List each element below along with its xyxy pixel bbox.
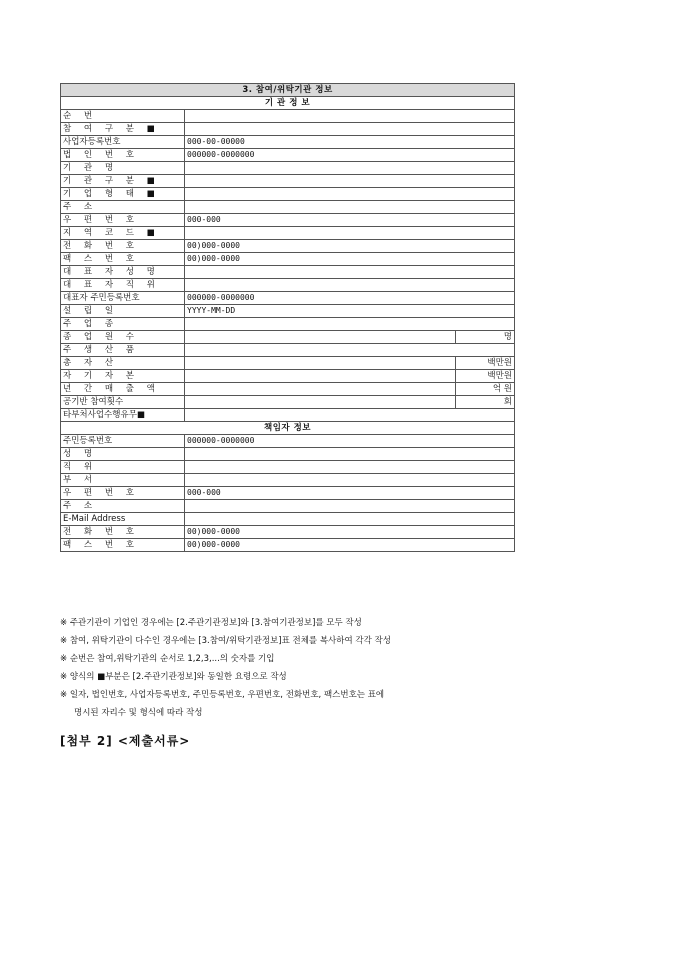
field-label: 부 서: [61, 474, 185, 487]
field-value[interactable]: [185, 188, 515, 201]
field-label: 사업자등록번호: [61, 136, 185, 149]
field-value[interactable]: [185, 266, 515, 279]
table-row: [61, 357, 515, 370]
table-row: [61, 344, 515, 357]
table-row: [61, 370, 515, 383]
field-value[interactable]: [185, 227, 515, 240]
field-value[interactable]: [185, 396, 456, 409]
field-label: 주 소: [61, 500, 185, 513]
field-value[interactable]: [185, 383, 456, 396]
field-label: 공기반 참여횟수: [61, 396, 185, 409]
table-row: [61, 201, 515, 214]
field-label: 팩 스 번 호: [61, 539, 185, 552]
field-label: 순 번: [61, 110, 185, 123]
field-value[interactable]: [185, 344, 515, 357]
field-value[interactable]: [185, 513, 515, 526]
field-label: 기 관 명: [61, 162, 185, 175]
table-row: [61, 409, 515, 422]
field-value[interactable]: 00)000-0000: [185, 253, 515, 266]
table-row: [61, 474, 515, 487]
field-unit: 회: [456, 396, 515, 409]
field-value[interactable]: 00)000-0000: [185, 539, 515, 552]
field-value[interactable]: [185, 318, 515, 331]
field-value[interactable]: YYYY-MM-DD: [185, 305, 515, 318]
table-row: [61, 279, 515, 292]
field-label: 법 인 번 호: [61, 149, 185, 162]
field-label: 지 역 코 드 ■: [61, 227, 185, 240]
table-row: [61, 214, 515, 227]
note-item: ※ 순번은 참여,위탁기관의 순서로 1,2,3,...의 숫자를 기입: [60, 654, 275, 664]
attachment-heading: [첨부 2] <제출서류>: [60, 734, 191, 748]
field-label: 주민등록번호: [61, 435, 185, 448]
note-item: ※ 참여, 위탁기관이 다수인 경우에는 [3.참여/위탁기관정보]표 전체를 복사하여 각각 작성: [60, 636, 391, 646]
field-label: 종 업 원 수: [61, 331, 185, 344]
field-value[interactable]: 000000-0000000: [185, 435, 515, 448]
field-unit: 백만원: [456, 370, 515, 383]
section-header-row: [61, 97, 515, 110]
field-value[interactable]: [185, 175, 515, 188]
field-value[interactable]: [185, 123, 515, 136]
field-label: 우 편 번 호: [61, 214, 185, 227]
table-row: [61, 461, 515, 474]
table-row: [61, 162, 515, 175]
table-row: [61, 149, 515, 162]
field-label: 직 위: [61, 461, 185, 474]
table-row: [61, 526, 515, 539]
table-row: [61, 513, 515, 526]
field-value[interactable]: [185, 409, 515, 422]
field-unit: 명: [456, 331, 515, 344]
field-value[interactable]: 000-00-00000: [185, 136, 515, 149]
table-row: [61, 305, 515, 318]
field-label: 기 관 구 분 ■: [61, 175, 185, 188]
table-title-row: [61, 84, 515, 97]
notes-section: [60, 614, 620, 722]
field-label: 타부처사업수행유무■: [61, 409, 185, 422]
field-label: 성 명: [61, 448, 185, 461]
field-label: 전 화 번 호: [61, 240, 185, 253]
table-row: [61, 175, 515, 188]
field-label: 주 생 산 품: [61, 344, 185, 357]
field-value[interactable]: [185, 448, 515, 461]
table-row: [61, 136, 515, 149]
field-value[interactable]: [185, 500, 515, 513]
table-row: [61, 331, 515, 344]
field-label: 자 기 자 본: [61, 370, 185, 383]
note-item: ※ 일자, 법인번호, 사업자등록번호, 주민등록번호, 우편번호, 전화번호, 팩스번호는 표에: [60, 690, 385, 700]
table-row: [61, 266, 515, 279]
field-label: E-Mail Address: [61, 513, 185, 526]
section-title-institution: 기 관 정 보: [61, 97, 515, 110]
section-header-row: [61, 422, 515, 435]
field-value[interactable]: [185, 110, 515, 123]
field-unit: 억 원: [456, 383, 515, 396]
field-label: 총 자 산: [61, 357, 185, 370]
table-row: [61, 435, 515, 448]
table-row: [61, 448, 515, 461]
field-label: 대표자 주민등록번호: [61, 292, 185, 305]
table-row: [61, 292, 515, 305]
field-value[interactable]: [185, 162, 515, 175]
institution-info-table: [60, 83, 515, 552]
field-value[interactable]: 000-000: [185, 214, 515, 227]
field-unit: 백만원: [456, 357, 515, 370]
field-value[interactable]: [185, 357, 456, 370]
field-value[interactable]: 000000-0000000: [185, 292, 515, 305]
field-value[interactable]: 00)000-0000: [185, 526, 515, 539]
field-value[interactable]: 00)000-0000: [185, 240, 515, 253]
field-value[interactable]: 000000-0000000: [185, 149, 515, 162]
field-label: 전 화 번 호: [61, 526, 185, 539]
table-row: [61, 487, 515, 500]
field-label: 기 업 형 태 ■: [61, 188, 185, 201]
table-row: [61, 253, 515, 266]
field-label: 대 표 자 성 명: [61, 266, 185, 279]
field-value[interactable]: [185, 474, 515, 487]
field-label: 대 표 자 직 위: [61, 279, 185, 292]
field-value[interactable]: [185, 331, 456, 344]
table-row: [61, 318, 515, 331]
field-value[interactable]: [185, 279, 515, 292]
field-value[interactable]: [185, 201, 515, 214]
field-value[interactable]: [185, 370, 456, 383]
field-label: 년 간 매 출 액: [61, 383, 185, 396]
field-label: 우 편 번 호: [61, 487, 185, 500]
table-row: [61, 539, 515, 552]
table-row: [61, 110, 515, 123]
table-row: [61, 240, 515, 253]
field-label: 주 소: [61, 201, 185, 214]
table-row: [61, 500, 515, 513]
field-label: 팩 스 번 호: [61, 253, 185, 266]
note-item: ※ 양식의 ■부분은 [2.주관기관정보]와 동일한 요령으로 작성: [60, 672, 287, 682]
field-label: 설 립 일: [61, 305, 185, 318]
field-label: 참 여 구 분 ■: [61, 123, 185, 136]
section-title-manager: 책임자 정보: [61, 422, 515, 435]
table-row: [61, 396, 515, 409]
table-title: 3. 참여/위탁기관 정보: [61, 84, 515, 97]
table-row: [61, 227, 515, 240]
note-item: ※ 주관기관이 기업인 경우에는 [2.주관기관정보]와 [3.참여기관정보]를 모두 작성: [60, 618, 362, 628]
table-row: [61, 123, 515, 136]
field-value[interactable]: 000-000: [185, 487, 515, 500]
note-item-continuation: 명시된 자리수 및 형식에 따라 작성: [74, 708, 203, 718]
table-row: [61, 188, 515, 201]
field-value[interactable]: [185, 461, 515, 474]
field-label: 주 업 종: [61, 318, 185, 331]
table-row: [61, 383, 515, 396]
